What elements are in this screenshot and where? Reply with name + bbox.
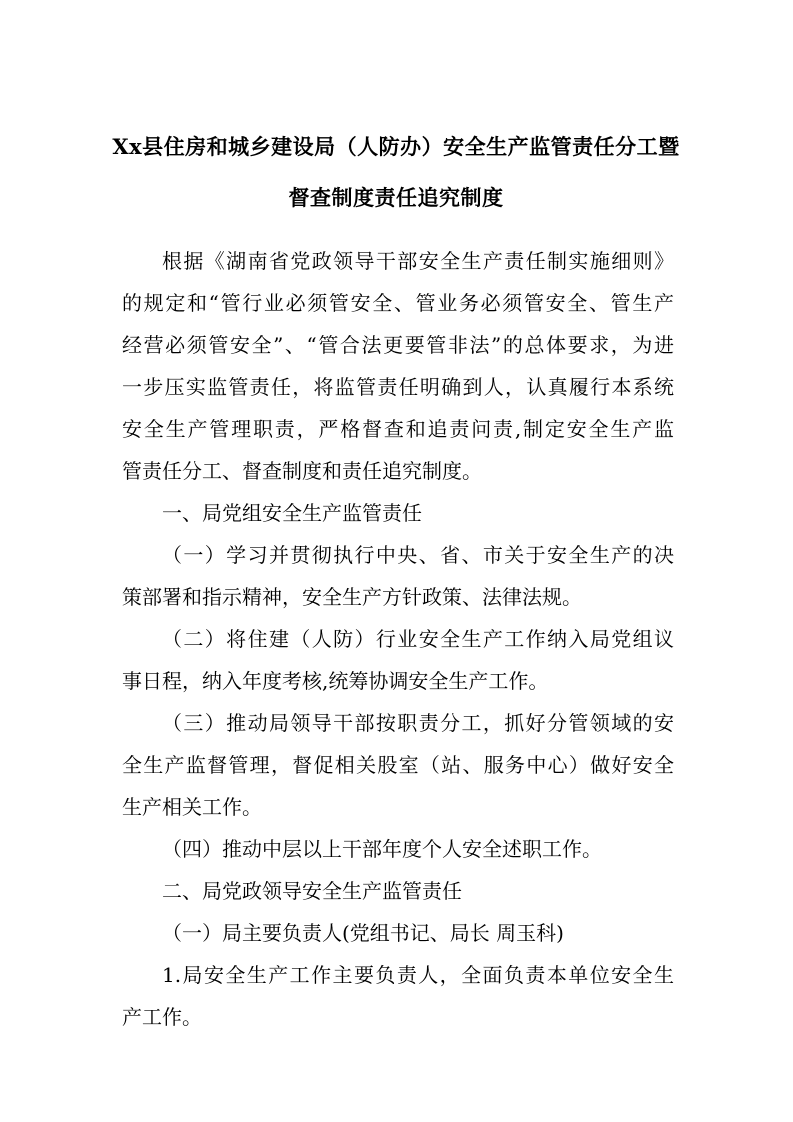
paragraph-line: 一步压实监管责任，将监管责任明确到人，认真履行本系统 [122, 375, 674, 399]
section-heading: 二、局党政领导安全生产监管责任 [162, 879, 462, 903]
paragraph-line: （一）局主要负责人(党组书记、局长 周玉科) [162, 921, 564, 945]
paragraph-line: 安全生产管理职责，严格督查和追责问责,制定安全生产监 [122, 417, 674, 441]
paragraph-line: 根据《湖南省党政领导干部安全生产责任制实施细则》 [162, 249, 674, 273]
paragraph-line: （一）学习并贯彻执行中央、省、市关于安全生产的决 [162, 543, 674, 567]
paragraph-line: 全生产监督管理，督促相关股室（站、服务中心）做好安全 [122, 753, 674, 777]
paragraph-line: 事日程，纳入年度考核,统筹协调安全生产工作。 [122, 669, 549, 693]
paragraph-line: （二）将住建（人防）行业安全生产工作纳入局党组议 [162, 627, 674, 651]
paragraph-line: 生产相关工作。 [122, 795, 262, 819]
document-title-line-1: Xx县住房和城乡建设局（人防办）安全生产监管责任分工暨 [112, 134, 680, 159]
paragraph-line: 经营必须管安全”、“管合法更要管非法”的总体要求，为进 [122, 333, 674, 357]
paragraph-line: 1.局安全生产工作主要负责人，全面负责本单位安全生 [162, 963, 674, 987]
paragraph-line: 策部署和指示精神，安全生产方针政策、法律法规。 [122, 585, 582, 609]
paragraph-line: （三）推动局领导干部按职责分工，抓好分管领域的安 [162, 711, 674, 735]
paragraph-line: 的规定和“管行业必须管安全、管业务必须管安全、管生产 [122, 291, 674, 315]
paragraph-line: （四）推动中层以上干部年度个人安全述职工作。 [162, 837, 602, 861]
paragraph-line: 管责任分工、督查制度和责任追究制度。 [122, 459, 482, 483]
paragraph-line: 产工作。 [122, 1005, 202, 1029]
document-title-line-2: 督查制度责任追究制度 [288, 185, 504, 210]
section-heading: 一、局党组安全生产监管责任 [162, 501, 422, 525]
